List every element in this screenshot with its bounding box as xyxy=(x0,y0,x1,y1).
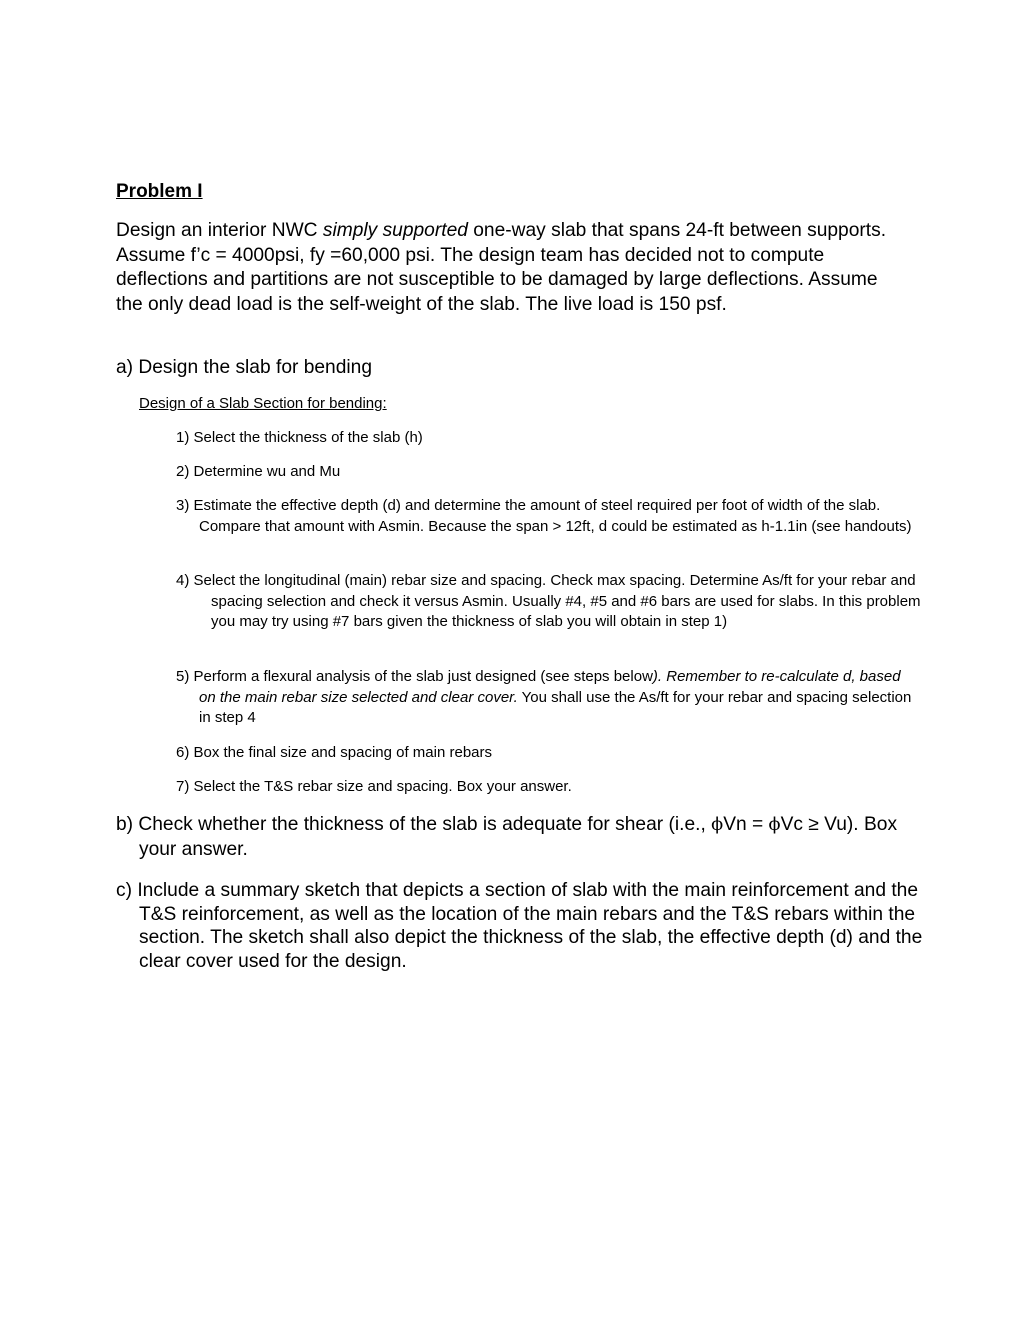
problem-statement xyxy=(116,219,896,317)
step-5-emphasis: ). Remember to re-calculate d, based on the main rebar size selected and clear cover. xyxy=(199,668,901,706)
part-c-question: c) Include a summary sketch that depicts a section of slab with the main reinforcement and the T&S reinforcement, as well as the location of the main rebars and the T&S rebars within the section. The sketch shall also depict the thickness of the slab, the effective depth (d) and the clear cover used for the design. xyxy=(116,880,923,972)
design-steps-heading: Design of a Slab Section for bending: xyxy=(139,395,387,412)
part-b-text-3: Vc ≥ Vu). Box your answer. xyxy=(139,814,898,860)
step-5 xyxy=(176,667,919,729)
step-5-text-1: 5) Perform a flexural analysis of the slab just designed (see steps below xyxy=(176,668,653,685)
step-4: 4) Select the longitudinal (main) rebar size and spacing. Check max spacing. Determine As/ft for your rebar and spacing selection and check it versus Asmin. Usually #4, #5 and #6 bars are used for slabs. In this problem you may try using #7 bars given the thickness of slab you will obtain in step 1) xyxy=(176,572,921,631)
part-b-text-2: Vn = xyxy=(723,814,769,835)
part-b-text-1: b) Check whether the thickness of the slab is adequate for shear (i.e., xyxy=(116,814,712,835)
part-b-question xyxy=(116,813,899,861)
step-2: 2) Determine wu and Mu xyxy=(176,463,341,480)
step-7: 7) Select the T&S rebar size and spacing. Box your answer. xyxy=(176,778,572,795)
step-6: 6) Box the final size and spacing of main rebars xyxy=(176,744,493,761)
problem-statement-text-2: one-way slab that spans 24-ft between supports. Assume f’c = 4000psi, fy =60,000 psi. The design team has decided not to compute deflections and partitions are not susceptible to be damaged by large deflections. Assume the only dead load is the self-weight of the slab. The live load is 150 psf. xyxy=(116,220,887,315)
problem-statement-emphasis: simply supported xyxy=(322,220,468,241)
phi-symbol: ϕ xyxy=(768,815,781,835)
phi-symbol: ϕ xyxy=(711,815,724,835)
step-3: 3) Estimate the effective depth (d) and determine the amount of steel required per foot of width of the slab. Compare that amount with Asmin. Because the span > 12ft, d could be estimated as h-1.1in (see handouts) xyxy=(176,497,912,535)
problem-title: Problem I xyxy=(116,181,203,202)
step-5-text-2: You shall use the As/ft for your rebar and spacing selection in step 4 xyxy=(199,688,912,727)
step-1: 1) Select the thickness of the slab (h) xyxy=(176,429,423,446)
part-a-heading: a) Design the slab for bending xyxy=(116,357,372,378)
problem-statement-text-1: Design an interior NWC xyxy=(116,220,323,241)
